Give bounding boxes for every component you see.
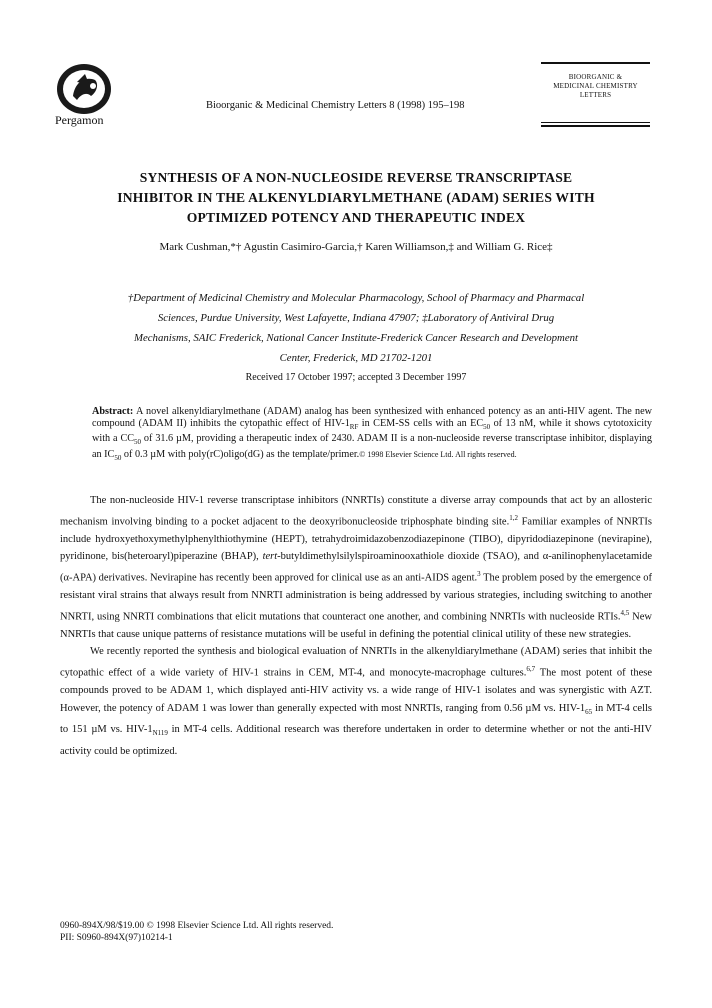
abstract-text: A novel alkenyldiarylmethane (ADAM) analog has been synthesized with enhanced potency as an anti-HIV agent. The new compound (ADAM II) inhibits the cytopathic effect of HIV-1 bbox=[92, 406, 652, 429]
title-line: INHIBITOR IN THE ALKENYLDIARYLMETHANE (ADAM) SERIES WITH bbox=[117, 190, 595, 205]
body-text: The non-nucleoside HIV-1 reverse transcriptase inhibitors (NNRTIs) constitute a diverse array compounds that act by an allosteric mechanism involving binding to a pocket adjacent to the deoxyribonucleoside triphosphate binding site. bbox=[60, 495, 652, 528]
subscript: RF bbox=[349, 422, 359, 431]
subscript: 50 bbox=[114, 453, 122, 462]
body-text: The problem posed by the emergence of resistant viral strains that always result from NNRTI administration is being addressed by various strategies, including switching to another NNRTI, using NNRTI combinations that elicit mutations that counteract one another, and combining NNRTIs with nucleoside RTIs. bbox=[60, 572, 652, 623]
masthead-line: LETTERS bbox=[579, 91, 612, 99]
masthead-line: MEDICINAL CHEMISTRY bbox=[553, 82, 638, 90]
reference-marker: 3 bbox=[477, 569, 481, 578]
abstract-text: in CEM-SS cells with an EC bbox=[358, 417, 484, 429]
masthead-rule bbox=[541, 125, 650, 127]
italic-term: tert bbox=[262, 551, 278, 563]
body-paragraph bbox=[60, 643, 652, 760]
body-text: Familiar examples of NNRTIs include hydroxyethoxymethylphenylthiothymine (HEPT), tetrahydroimidazobenzodiazepinone (TIBO), dipyridodiazepinone (nevirapine), pyridinone, bis(heteroaryl)piperazine (BHAP), bbox=[60, 516, 652, 563]
body-text: -butyldimethylsilylspiroaminooxathiole dioxide (TSAO), and α-anilinophenylacetamide (α-APA) derivatives. Nevirapine has recently been approved for clinical use as an anti-AIDS agent. bbox=[60, 551, 652, 584]
body-paragraph bbox=[60, 492, 652, 643]
footer bbox=[60, 920, 333, 944]
journal-masthead bbox=[541, 62, 650, 127]
copyright-line: 0960-894X/98/$19.00 © 1998 Elsevier Science Ltd. All rights reserved. bbox=[60, 921, 334, 931]
masthead-line: BIOORGANIC & bbox=[568, 73, 623, 81]
abstract-text: of 31.6 µM, providing a therapeutic index of 2430. ADAM II is a non-nucleoside reverse transcriptase inhibitor, displaying an IC bbox=[92, 433, 652, 460]
body-text: in MT-4 cells. Additional research was therefore undertaken in order to determine whether or not the anti-HIV activity could be optimized. bbox=[60, 724, 652, 757]
subscript: 50 bbox=[483, 422, 491, 431]
reference-marker: 6,7 bbox=[526, 664, 536, 673]
body-text: in MT-4 cells to 151 µM vs. HIV-1 bbox=[60, 702, 652, 736]
masthead-rule bbox=[541, 62, 650, 64]
abstract-text: of 13 nM, while it shows cytotoxicity with a CC bbox=[92, 417, 652, 445]
affiliations bbox=[90, 288, 622, 368]
affiliation-line: †Department of Medicinal Chemistry and Molecular Pharmacology, School of Pharmacy and Pharmacal bbox=[127, 292, 585, 304]
abstract-text: of 0.3 µM with poly(rC)oligo(dG) as the template/primer. bbox=[121, 448, 360, 460]
publisher-name: Pergamon bbox=[55, 113, 104, 127]
abstract-rights: © 1998 Elsevier Science Ltd. All rights reserved. bbox=[359, 449, 517, 459]
title-line: SYNTHESIS OF A NON-NUCLEOSIDE REVERSE TRANSCRIPTASE bbox=[139, 170, 573, 185]
reference-marker: 1,2 bbox=[509, 513, 518, 522]
received-date: Received 17 October 1997; accepted 3 December 1997 bbox=[245, 372, 467, 383]
affiliation-line: Center, Frederick, MD 21702-1201 bbox=[279, 352, 433, 364]
article-title bbox=[60, 168, 652, 228]
reference-marker: 4,5 bbox=[620, 608, 630, 617]
author-list: Mark Cushman,*† Agustin Casimiro-Garcia,† Karen Williamson,‡ and William G. Rice‡ bbox=[159, 241, 553, 253]
subscript: 65 bbox=[585, 707, 593, 716]
affiliation-line: Mechanisms, SAIC Frederick, National Cancer Institute-Frederick Cancer Research and Development bbox=[133, 332, 579, 344]
body-text: New NNRTIs that cause unique patterns of resistance mutations will be useful in defining the potential clinical utility of these new strategies. bbox=[60, 611, 652, 640]
body-text: We recently reported the synthesis and biological evaluation of NNRTIs in the alkenyldiarylmethane (ADAM) series that inhibit the cytopathic effect of a wide variety of HIV-1 strains in CEM, MT-4, and monocyte-macrophage cultures. bbox=[60, 646, 652, 679]
masthead-rule bbox=[541, 122, 650, 123]
affiliation-line: Sciences, Purdue University, West Lafayette, Indiana 47907; ‡Laboratory of Antiviral Drug bbox=[157, 312, 555, 324]
pii-line: PII: S0960-894X(97)10214-1 bbox=[60, 933, 173, 943]
publisher-logo-icon bbox=[55, 62, 113, 116]
article-body bbox=[60, 492, 652, 761]
title-line: OPTIMIZED POTENCY AND THERAPEUTIC INDEX bbox=[186, 210, 526, 225]
abstract bbox=[92, 406, 652, 464]
subscript: N119 bbox=[152, 729, 168, 738]
body-text: The most potent of these compounds proved to be ADAM 1, which displayed anti-HIV activity vs. a wide range of HIV-1 isolates and was synergistic with AZT. However, the potency of ADAM 1 was lower than generally expected with most NNRTIs, ranging from 0.56 µM vs. HIV-1 bbox=[60, 667, 652, 714]
journal-citation: Bioorganic & Medicinal Chemistry Letters 8 (1998) 195–198 bbox=[206, 100, 465, 111]
subscript: 50 bbox=[134, 438, 142, 447]
abstract-label: Abstract: bbox=[92, 406, 134, 417]
